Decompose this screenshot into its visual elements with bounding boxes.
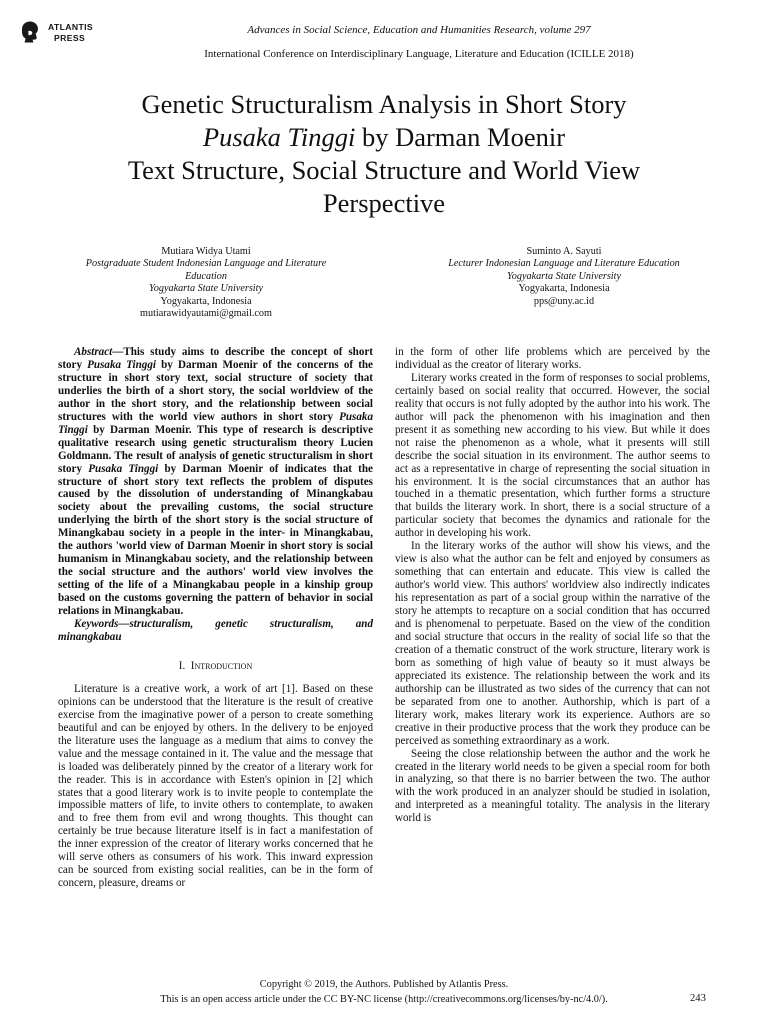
abstract-work-name-3: Pusaka Tinggi (88, 462, 159, 475)
body-paragraph: Literary works created in the form of responses to social problems, certainly based on social reality that occurred. However, the social reality that occurs is not fully adopted by the author into his work. The author will pack the phenomenon with his imagination and then present it as something new according to his view. But while it does not raise the phenomenon as a whole, what it presents will still describe the social situation in its environment. The author seems to act as a representative in charge of representing the social situation in his environment. It is the social circumstances that an author has touched in a thematic presentation, which further forms a structure that builds the literary work. In short, there is a social structure of a particular society that becomes the dynamics and rationale for the author in developing his work. (395, 371, 710, 540)
title-line-3: Text Structure, Social Structure and World View (127, 155, 641, 185)
title-line-2 (40, 121, 728, 154)
section-heading-introduction (58, 660, 373, 673)
atlantis-press-logo (18, 18, 128, 48)
abstract-text-1: This study aims to describe the concept of short story (58, 346, 373, 371)
author-affiliation-cont: Education (185, 270, 227, 282)
author-affiliation: Postgraduate Student Indonesian Language and Literature (85, 258, 327, 270)
title-work-name: Pusaka Tinggi (202, 122, 356, 152)
author-name: Mutiara Widya Utami (161, 246, 251, 257)
title-line-1: Genetic Structuralism Analysis in Short Story (141, 89, 627, 119)
abstract-label: Abstract (74, 346, 113, 358)
keywords: Keywords—structuralism, genetic structuralism, and minangkabau (58, 618, 373, 643)
copyright-notice: Copyright © 2019, the Authors. Published by Atlantis Press. (259, 979, 509, 990)
author-institution: Yogyakarta State University (507, 270, 621, 282)
section-number: I. (178, 659, 186, 672)
abstract-work-name-1: Pusaka Tinggi (87, 358, 156, 371)
author-affiliation: Lecturer Indonesian Language and Literature Education (448, 258, 680, 270)
publisher-line-1: ATLANTIS (48, 22, 94, 32)
page-number: 243 (690, 993, 706, 1004)
title-line-2-rest: by Darman Moenir (355, 122, 566, 152)
publisher-line-2: PRESS (54, 33, 86, 43)
body-paragraph: in the form of other life problems which are perceived by the individual as the creator of literary works. (395, 346, 710, 371)
section-title: Introduction (190, 659, 253, 672)
author-email[interactable]: pps@uny.ac.id (533, 295, 595, 307)
abstract-text-3: by Darman Moenir. This type of research is descriptive qualitative research using genetic structuralism theory Lucien Goldmann. The result of analysis of genetic structuralism in short story (58, 423, 373, 475)
license-notice[interactable]: This is an open access article under the CC BY-NC license (http://creativecommons.org/licenses/by-nc/4.0/). (160, 994, 608, 1005)
abstract (58, 346, 373, 618)
right-column (395, 346, 710, 825)
body-paragraph: Seeing the close relationship between the author and the work he created in the literary world needs to be given a special room for both in analyzing, so that there is no barrier between the two. The author with the work produced in an analyzer should be studied in isolation, and interpreted as a meaningful totality. The analysis in the literary world is (395, 747, 710, 825)
left-column (58, 346, 373, 890)
publisher-name (48, 22, 93, 44)
author-name: Suminto A. Sayuti (526, 246, 602, 257)
author-email[interactable]: mutiarawidyautami@gmail.com (140, 308, 272, 320)
body-paragraph: In the literary works of the author will show his views, and the view is also what the author can be felt and enjoyed by consumers as something that can entertain and educate. This view is called the author's world view. This authors' worldview also indirectly indicates his representation as part of a social group within the narrative of the story he attempts to recapture on a social condition that has occurred and is phenomenal to perpetuate. Based on the view of the condition and social structure that occurs in the reality of social life so that the creation of a thematic construct of the work structure, literary work is born as something of high value of beauty so it must always be appreciated its existence. The relationship between the work and its authorship can be illustrated as two sides of the currency that can not be separated from one to another. Authorship, which is part of a literary work, makes literary work its experience. Authors are so creative in their productive process that the work they produce can be perceived as something extraordinary as a work. (395, 540, 710, 747)
abstract-text-4: by Darman Moenir of indicates that the structure of short story text reflects the problem of disputes caused by the dissolution of understanding of Minangkabau society about the prevailing customs, the social structure underlying the birth of the short story is the social structure of Minangkabau society in a people in the inter- in Minangkabau, the authors 'world view of Darman Moenir in short story is social humanism in Minangkabau society, and the relationship between the social structure and the authors' world view involves the setting of the life of a Minangkabau people in a kinship group based on the customs governing the pattern of behavior in social relations in Minangkabau. (58, 462, 373, 618)
author-block-1 (46, 246, 366, 320)
conference-name: International Conference on Interdisciplinary Language, Literature and Education (ICILLE 2018) (204, 48, 634, 60)
journal-name: Advances in Social Science, Education and Humanities Research, volume 297 (247, 24, 591, 36)
thinker-icon (18, 20, 42, 44)
abstract-text-2: by Darman Moenir of the concerns of the structure in short story text, social structure of society that underlies the birth of a short story, the social worldview of the author in the short story, and the relationship between social structures with the world view authors in short story (58, 358, 373, 423)
paper-title (40, 88, 728, 220)
body-paragraph: Literature is a creative work, a work of art [1]. Based on these opinions can be understood that the literature is the result of creative exercise from the imaginative power of a person to create something beautiful and can be enjoyed by others. In the delivery to be enjoyed the literature uses the language as a medium that aims to convey the value and the message contained in it. The value and the message that is loaded was deliberately pinned by the creator of a literary work for the reader. This is in accordance with Esten's opinion in [2] which states that a good literary work is to invite people to contemplate the impossible matters of life, to invite others to contemplate, to awaken and to free them from evil and wrong thoughts. This thought can certainly be true because literature itself is in fact a manifestation of the inner expression of the creator of literary works concerned that he will serve others as consumers of his work. This inward expression can be sourced from existing social realities, can be in the form of concern, pleasure, dreams or (58, 682, 373, 890)
abstract-dash: — (112, 346, 124, 358)
title-line-4: Perspective (322, 188, 446, 218)
author-location: Yogyakarta, Indonesia (160, 295, 252, 307)
author-block-2 (404, 246, 724, 308)
author-location: Yogyakarta, Indonesia (518, 283, 610, 295)
author-institution: Yogyakarta State University (149, 283, 263, 295)
abstract-work-name-2: Pusaka Tinggi (58, 410, 373, 436)
